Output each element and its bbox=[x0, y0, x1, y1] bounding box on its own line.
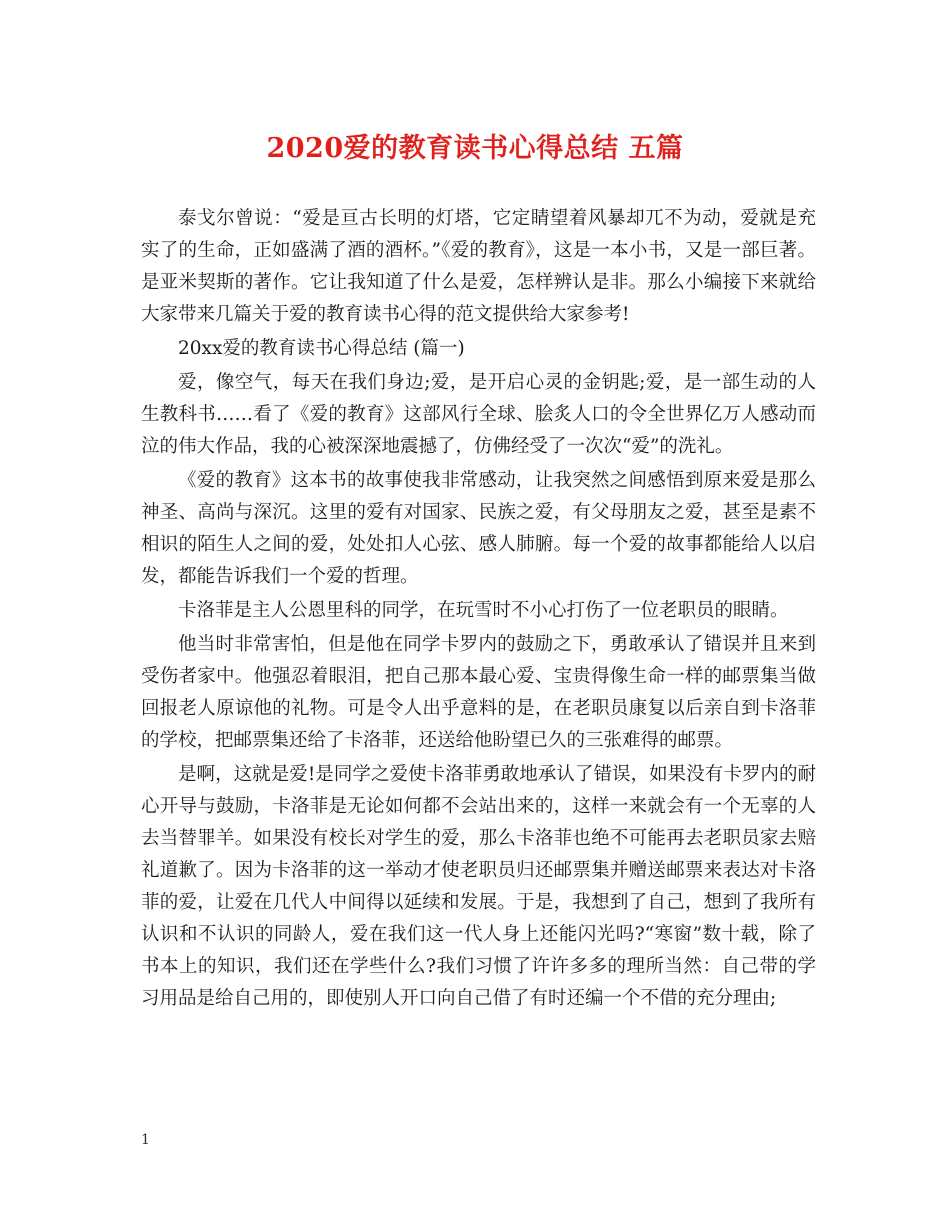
paragraph: 爱，像空气，每天在我们身边;爱，是开启心灵的金钥匙;爱，是一部生动的人生教科书……看了《爱的教育》这部风行全球、脍炙人口的令全世界亿万人感动而泣的伟大作品，我的心被深深地震撼了，仿佛经受了一次次“爱”的洗礼。 bbox=[141, 372, 816, 457]
paragraph: 卡洛菲是主人公恩里科的同学，在玩雪时不小心打伤了一位老职员的眼睛。 bbox=[178, 600, 789, 621]
page-number: 1 bbox=[141, 1132, 150, 1148]
section-heading: 20xx爱的教育读书心得总结 (篇一) bbox=[178, 338, 465, 359]
paragraph: 《爱的教育》这本书的故事使我非常感动，让我突然之间感悟到原来爱是那么神圣、高尚与深沉。这里的爱有对国家、民族之爱，有父母朋友之爱，甚至是素不相识的陌生人之间的爱，处处扣人心弦、感人肺腑。每一个爱的故事都能给人以启发，都能告诉我们一个爱的哲理。 bbox=[141, 470, 816, 587]
document-title: 2020爱的教育读书心得总结 五篇 bbox=[266, 133, 684, 164]
paragraph: 他当时非常害怕，但是他在同学卡罗内的鼓励之下，勇敢承认了错误并且来到受伤者家中。他强忍着眼泪，把自己那本最心爱、宝贵得像生命一样的邮票集当做回报老人原谅他的礼物。可是令人出乎意料的是，在老职员康复以后亲自到卡洛菲的学校，把邮票集还给了卡洛菲，还送给他盼望已久的三张难得的邮票。 bbox=[141, 634, 816, 751]
paragraph: 是啊，这就是爱!是同学之爱使卡洛菲勇敢地承认了错误，如果没有卡罗内的耐心开导与鼓励，卡洛菲是无论如何都不会站出来的，这样一来就会有一个无辜的人去当替罪羊。如果没有校长对学生的爱，那么卡洛菲也绝不可能再去老职员家去赔礼道歉了。因为卡洛菲的这一举动才使老职员归还邮票集并赠送邮票来表达对卡洛菲的爱，让爱在几代人中间得以延续和发展。于是，我想到了自己，想到了我所有认识和不认识的同龄人，爱在我们这一代人身上还能闪光吗?“寒窗”数十载，除了书本上的知识，我们还在学些什么?我们习惯了许许多多的理所当然：自己带的学习用品是给自己用的，即使别人开口向自己借了有时还编一个不借的充分理由; bbox=[141, 764, 816, 1009]
document-body bbox=[141, 203, 816, 1015]
paragraph-intro: 泰戈尔曾说：“爱是亘古长明的灯塔，它定睛望着风暴却兀不为动，爱就是充实了的生命，正如盛满了酒的酒杯。”《爱的教育》，这是一本小书，又是一部巨著。是亚米契斯的著作。它让我知道了什么是爱，怎样辨认是非。那么小编接下来就给大家带来几篇关于爱的教育读书心得的范文提供给大家参考! bbox=[141, 208, 816, 325]
